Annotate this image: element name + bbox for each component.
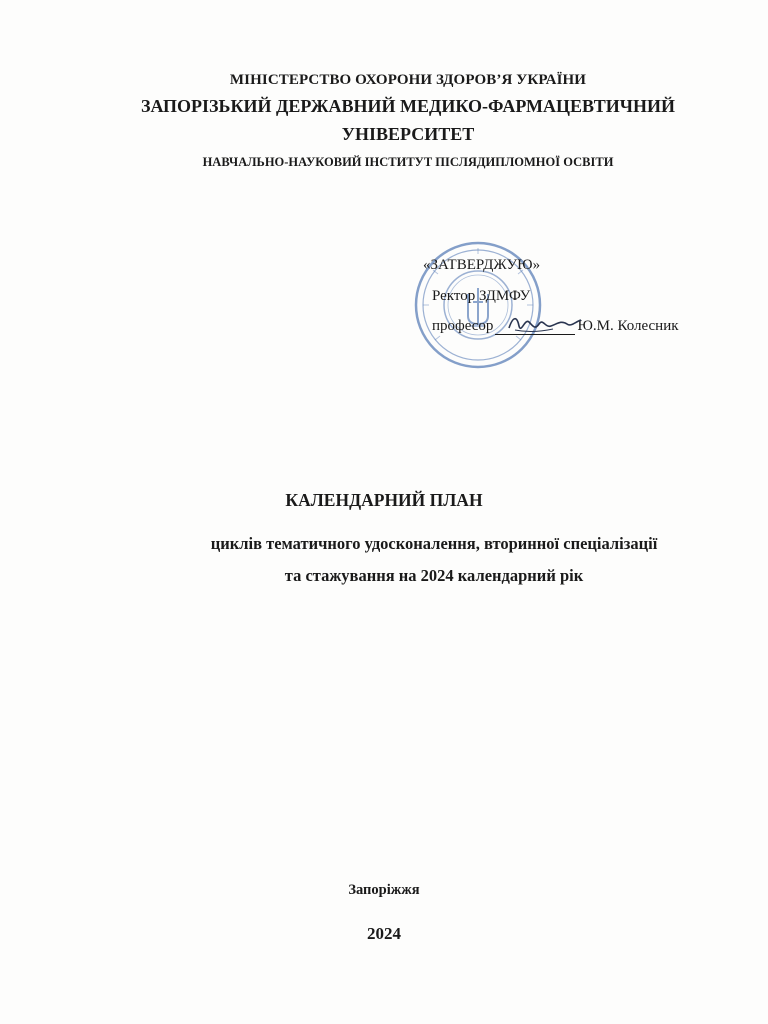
handwritten-signature [505,310,585,338]
approver-name: Ю.М. Колесник [577,318,679,334]
institute-heading: НАВЧАЛЬНО-НАУКОВИЙ ІНСТИТУТ ПІСЛЯДИПЛОМНОЇ ОСВІТИ [202,155,614,169]
approver-title: професор [432,318,494,334]
document-year: 2024 [367,924,401,943]
document-subtitle-line2: та стажування на 2024 календарний рік [284,566,584,585]
ministry-heading: МІНІСТЕРСТВО ОХОРОНИ ЗДОРОВ’Я УКРАЇНИ [229,72,587,88]
document-subtitle-line1: циклів тематичного удосконалення, вторинної спеціалізації [210,534,658,553]
approver-position: Ректор ЗДМФУ [432,288,531,304]
document-title: КАЛЕНДАРНИЙ ПЛАН [285,490,483,510]
university-name-line2: УНІВЕРСИТЕТ [341,124,475,144]
approval-label: «ЗАТВЕРДЖУЮ» [423,257,541,273]
city-name: Запоріжжя [348,882,420,898]
university-name-line1: ЗАПОРІЗЬКИЙ ДЕРЖАВНИЙ МЕДИКО-ФАРМАЦЕВТИЧНИЙ [140,96,675,116]
